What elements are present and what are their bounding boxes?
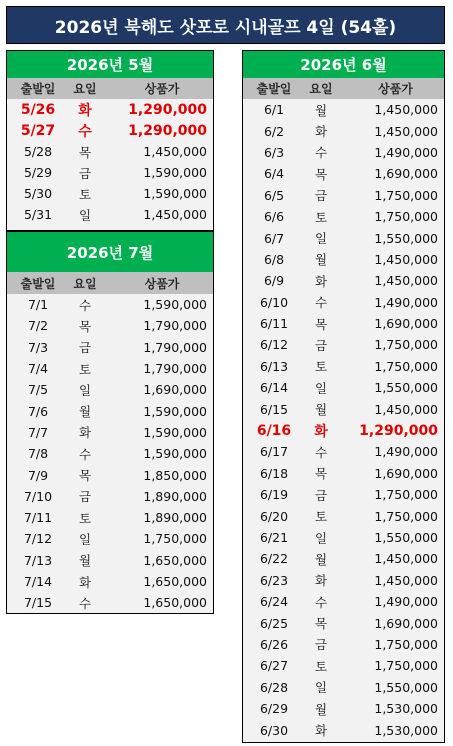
july-column-header — [7, 272, 213, 294]
price-cell: 1,890,000 — [143, 488, 207, 504]
price-cell: 1,690,000 — [374, 615, 438, 631]
table-row — [243, 398, 444, 419]
price-cell: 1,750,000 — [374, 658, 438, 674]
day-cell: 일 — [78, 207, 92, 223]
table-row — [243, 612, 444, 633]
date-cell: 6/26 — [259, 636, 289, 652]
date-cell: 6/20 — [259, 508, 289, 524]
day-cell: 화 — [78, 574, 92, 590]
table-row — [7, 358, 213, 379]
day-cell: 화 — [78, 102, 92, 119]
col-date-label: 출발일 — [256, 82, 292, 96]
price-cell: 1,750,000 — [143, 531, 207, 547]
july-table — [6, 231, 214, 614]
price-cell: 1,750,000 — [374, 636, 438, 652]
price-cell: 1,650,000 — [143, 552, 207, 568]
june-header: 2026년 6월 — [243, 51, 444, 78]
date-cell: 6/22 — [259, 551, 289, 567]
price-cell: 1,450,000 — [374, 572, 438, 588]
date-cell: 7/5 — [27, 382, 49, 398]
price-cell: 1,690,000 — [374, 316, 438, 332]
date-cell: 7/1 — [27, 297, 49, 313]
date-cell: 6/1 — [263, 102, 285, 118]
date-cell: 7/9 — [27, 467, 49, 483]
price-cell: 1,490,000 — [374, 444, 438, 460]
date-cell: 6/14 — [259, 380, 289, 396]
price-cell: 1,750,000 — [374, 187, 438, 203]
day-cell: 목 — [78, 468, 92, 484]
date-cell: 6/29 — [259, 701, 289, 717]
date-cell: 5/27 — [20, 122, 56, 139]
may-column-header — [7, 78, 213, 99]
day-cell: 일 — [314, 530, 328, 546]
price-cell: 1,890,000 — [143, 510, 207, 526]
day-cell: 목 — [314, 616, 328, 632]
price-cell: 1,450,000 — [143, 144, 207, 159]
table-row — [7, 507, 213, 528]
date-cell: 6/30 — [259, 722, 289, 738]
price-cell: 1,490,000 — [374, 594, 438, 610]
price-cell: 1,450,000 — [374, 551, 438, 567]
day-cell: 목 — [314, 466, 328, 482]
price-cell: 1,590,000 — [143, 297, 207, 313]
price-cell: 1,790,000 — [143, 318, 207, 334]
day-cell: 목 — [314, 316, 328, 332]
date-cell: 7/12 — [23, 531, 53, 547]
col-price-label: 상품가 — [144, 82, 180, 96]
price-cell: 1,590,000 — [143, 424, 207, 440]
table-row — [243, 505, 444, 526]
table-row — [7, 550, 213, 571]
price-cell: 1,590,000 — [143, 403, 207, 419]
date-cell: 7/13 — [23, 552, 53, 568]
table-row — [7, 486, 213, 507]
table-row — [7, 315, 213, 336]
price-cell: 1,450,000 — [374, 102, 438, 118]
price-cell: 1,530,000 — [374, 722, 438, 738]
date-cell: 6/27 — [259, 658, 289, 674]
table-row — [243, 591, 444, 612]
price-cell: 1,550,000 — [374, 380, 438, 396]
price-cell: 1,290,000 — [128, 122, 207, 139]
price-cell: 1,450,000 — [143, 207, 207, 222]
day-cell: 금 — [314, 337, 328, 353]
date-cell: 7/14 — [23, 574, 53, 589]
day-cell: 수 — [78, 595, 92, 611]
day-cell: 일 — [314, 680, 328, 696]
date-cell: 7/11 — [23, 510, 53, 526]
date-cell: 6/18 — [259, 465, 289, 481]
price-cell: 1,290,000 — [359, 422, 438, 439]
price-cell: 1,450,000 — [374, 401, 438, 417]
day-cell: 월 — [314, 551, 328, 567]
day-cell: 토 — [314, 658, 328, 674]
date-cell: 5/29 — [23, 165, 53, 180]
day-cell: 화 — [314, 723, 328, 739]
day-cell: 화 — [314, 423, 328, 440]
table-row — [7, 162, 213, 183]
table-row — [7, 294, 213, 315]
day-cell: 월 — [78, 553, 92, 569]
day-cell: 금 — [78, 165, 92, 181]
table-row — [7, 400, 213, 421]
date-cell: 6/2 — [263, 123, 285, 139]
table-row — [7, 379, 213, 400]
table-row — [7, 204, 213, 225]
price-cell: 1,690,000 — [374, 465, 438, 481]
date-cell: 7/15 — [23, 595, 53, 611]
date-cell: 7/2 — [27, 318, 49, 334]
price-cell: 1,790,000 — [143, 339, 207, 355]
table-row — [7, 183, 213, 204]
price-cell: 1,590,000 — [143, 165, 207, 180]
day-cell: 수 — [314, 594, 328, 610]
date-cell: 7/6 — [27, 403, 49, 419]
day-cell: 수 — [78, 123, 92, 140]
table-row — [7, 464, 213, 485]
table-row — [243, 356, 444, 377]
date-cell: 6/8 — [263, 251, 285, 267]
price-cell: 1,490,000 — [374, 294, 438, 310]
price-cell: 1,550,000 — [374, 230, 438, 246]
price-cell: 1,650,000 — [143, 574, 207, 589]
date-cell: 6/21 — [259, 530, 289, 545]
table-row — [243, 227, 444, 248]
date-cell: 6/12 — [259, 337, 289, 353]
table-row — [243, 313, 444, 334]
date-cell: 5/30 — [23, 186, 53, 201]
day-cell: 토 — [78, 510, 92, 526]
june-column-header — [243, 78, 444, 99]
price-cell: 1,450,000 — [374, 251, 438, 267]
table-row — [243, 99, 444, 120]
day-cell: 금 — [78, 489, 92, 505]
day-cell: 토 — [314, 509, 328, 525]
table-row — [7, 422, 213, 443]
day-cell: 일 — [78, 531, 92, 547]
date-cell: 6/3 — [263, 144, 285, 160]
price-cell: 1,850,000 — [143, 467, 207, 483]
price-cell: 1,690,000 — [374, 166, 438, 182]
date-cell: 5/28 — [23, 144, 53, 159]
price-cell: 1,690,000 — [143, 382, 207, 398]
col-date-label: 출발일 — [20, 82, 56, 96]
page-title: 2026년 북해도 삿포로 시내골프 4일 (54홀) — [6, 6, 445, 44]
price-cell: 1,750,000 — [374, 337, 438, 353]
day-cell: 화 — [78, 425, 92, 441]
table-row — [243, 163, 444, 184]
day-cell: 월 — [314, 402, 328, 418]
july-rows — [7, 294, 213, 613]
table-row — [7, 528, 213, 549]
june-table — [242, 50, 445, 743]
day-cell: 수 — [314, 444, 328, 460]
day-cell: 수 — [78, 297, 92, 313]
date-cell: 6/28 — [259, 679, 289, 695]
date-cell: 6/7 — [263, 230, 285, 246]
price-cell: 1,590,000 — [143, 446, 207, 462]
price-cell: 1,450,000 — [374, 273, 438, 289]
table-row — [243, 548, 444, 569]
may-table — [6, 50, 214, 231]
table-row — [7, 99, 213, 120]
table-row — [243, 206, 444, 227]
table-row — [243, 142, 444, 163]
table-row — [243, 185, 444, 206]
table-row — [243, 698, 444, 719]
price-cell: 1,790,000 — [143, 361, 207, 377]
col-day-label: 요일 — [73, 276, 97, 291]
date-cell: 6/15 — [259, 401, 289, 417]
day-cell: 일 — [314, 380, 328, 396]
table-row — [243, 292, 444, 313]
price-cell: 1,750,000 — [374, 508, 438, 524]
date-cell: 6/11 — [259, 316, 289, 332]
day-cell: 토 — [314, 359, 328, 375]
table-row — [243, 420, 444, 441]
date-cell: 6/24 — [259, 594, 289, 610]
table-row — [243, 377, 444, 398]
day-cell: 화 — [314, 573, 328, 589]
table-row — [7, 120, 213, 141]
price-cell: 1,490,000 — [374, 144, 438, 160]
price-cell: 1,290,000 — [128, 101, 207, 118]
price-cell: 1,550,000 — [374, 679, 438, 695]
date-cell: 6/23 — [259, 572, 289, 588]
table-row — [243, 677, 444, 698]
july-header: 2026년 7월 — [7, 232, 213, 272]
date-cell: 6/5 — [263, 187, 285, 203]
price-cell: 1,450,000 — [374, 123, 438, 139]
col-date-label: 출발일 — [20, 276, 56, 291]
table-row — [243, 441, 444, 462]
day-cell: 토 — [78, 361, 92, 377]
date-cell: 6/10 — [259, 294, 289, 310]
price-cell: 1,750,000 — [374, 209, 438, 225]
day-cell: 일 — [78, 382, 92, 398]
day-cell: 목 — [78, 318, 92, 334]
date-cell: 7/3 — [27, 339, 49, 355]
table-row — [243, 120, 444, 141]
col-price-label: 상품가 — [144, 276, 180, 291]
price-cell: 1,530,000 — [374, 701, 438, 717]
day-cell: 수 — [314, 145, 328, 161]
table-row — [243, 719, 444, 740]
date-cell: 6/16 — [256, 422, 292, 439]
day-cell: 월 — [314, 701, 328, 717]
price-cell: 1,550,000 — [374, 530, 438, 545]
price-cell: 1,750,000 — [374, 487, 438, 503]
day-cell: 금 — [314, 637, 328, 653]
day-cell: 수 — [78, 446, 92, 462]
table-row — [243, 527, 444, 548]
table-row — [243, 270, 444, 291]
date-cell: 7/7 — [27, 424, 49, 440]
day-cell: 토 — [78, 186, 92, 202]
col-day-label: 요일 — [309, 82, 333, 96]
day-cell: 월 — [314, 252, 328, 268]
day-cell: 금 — [314, 188, 328, 204]
may-header: 2026년 5월 — [7, 51, 213, 78]
day-cell: 금 — [314, 487, 328, 503]
table-row — [243, 570, 444, 591]
date-cell: 5/26 — [20, 101, 56, 118]
price-cell: 1,750,000 — [374, 358, 438, 374]
may-rows — [7, 99, 213, 225]
day-cell: 월 — [314, 102, 328, 118]
date-cell: 7/8 — [27, 446, 49, 462]
day-cell: 일 — [314, 231, 328, 247]
price-cell: 1,590,000 — [143, 186, 207, 201]
table-row — [243, 634, 444, 655]
day-cell: 목 — [78, 144, 92, 160]
day-cell: 금 — [78, 340, 92, 356]
date-cell: 6/4 — [263, 166, 285, 182]
date-cell: 6/25 — [259, 615, 289, 631]
table-row — [243, 463, 444, 484]
date-cell: 6/9 — [263, 273, 285, 289]
table-row — [7, 571, 213, 592]
day-cell: 화 — [314, 124, 328, 140]
date-cell: 6/19 — [259, 487, 289, 503]
col-price-label: 상품가 — [378, 82, 413, 96]
day-cell: 월 — [78, 404, 92, 420]
date-cell: 6/17 — [259, 444, 289, 460]
price-cell: 1,650,000 — [143, 595, 207, 611]
day-cell: 화 — [314, 273, 328, 289]
table-row — [7, 443, 213, 464]
date-cell: 7/4 — [27, 361, 49, 377]
day-cell: 토 — [314, 209, 328, 225]
table-row — [7, 337, 213, 358]
table-row — [243, 655, 444, 676]
table-row — [243, 484, 444, 505]
day-cell: 목 — [314, 166, 328, 182]
date-cell: 5/31 — [23, 207, 53, 222]
col-day-label: 요일 — [73, 82, 97, 96]
table-row — [7, 592, 213, 613]
day-cell: 수 — [314, 295, 328, 311]
date-cell: 6/6 — [263, 209, 285, 225]
june-rows — [243, 99, 444, 741]
table-row — [243, 249, 444, 270]
date-cell: 6/13 — [259, 358, 289, 374]
table-row — [243, 334, 444, 355]
table-row — [7, 141, 213, 162]
date-cell: 7/10 — [23, 488, 53, 504]
